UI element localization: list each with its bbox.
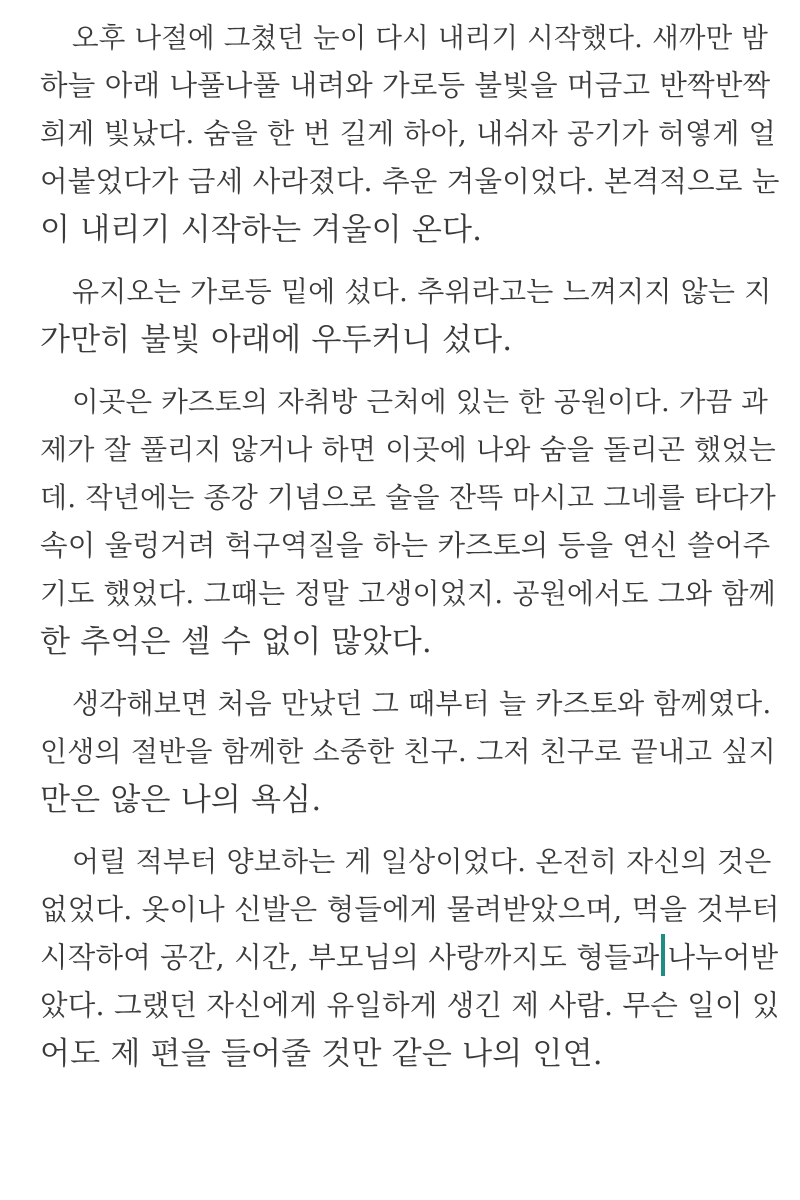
text-line: 생각해보면 처음 만났던 그 때부터 늘 카즈토와 함께였다. [72,687,772,720]
text-line: 제가 잘 풀리지 않거나 하면 이곳에 나와 숨을 돌리곤 했었는 [40,433,776,466]
text-line: 만은 않은 나의 욕심. [40,782,322,818]
text-line: 기도 했었다. 그때는 정말 고생이었지. 공원에서도 그와 함께 [40,577,776,610]
text-line: 한 추억은 셀 수 없이 많았다. [40,624,432,660]
text-line: 없었다. 옷이나 신발은 형들에게 물려받았으며, 먹을 것부터 [40,893,780,926]
paragraph-3 [40,378,776,666]
text-line: 어붙었다가 금세 사라졌다. 추운 겨울이었다. 본격적으로 눈 [40,165,780,198]
paragraph-2 [40,268,770,364]
paragraph-1 [40,14,780,254]
text-after-cursor: 나누어받 [667,941,779,974]
text-line: 이곳은 카즈토의 자취방 근처에 있는 한 공원이다. 가끔 과 [72,386,769,418]
text-line: 속이 울렁거려 헉구역질을 하는 카즈토의 등을 연신 쓸어주 [40,529,771,562]
text-before-cursor: 시작하여 공간, 시간, 부모님의 사랑까지도 형들과 [40,941,660,974]
paragraph-4 [40,680,776,824]
text-cursor [661,934,665,976]
text-line: 았다. 그랬던 자신에게 유일하게 생긴 제 사람. 무슨 일이 있 [40,989,780,1022]
text-line: 어릴 적부터 양보하는 게 일상이었다. 온전히 자신의 것은 [72,845,772,878]
text-line: 데. 작년에는 종강 기념으로 술을 잔뜩 마시고 그네를 타다가 [40,481,776,514]
text-line: 어도 제 편을 들어줄 것만 같은 나의 인연. [40,1036,603,1072]
paragraph-5 [40,838,780,1078]
text-line: 오후 나절에 그쳤던 눈이 다시 내리기 시작했다. 새까만 밤 [72,22,769,54]
text-line-with-cursor[interactable] [40,934,779,982]
text-line: 희게 빛났다. 숨을 한 번 길게 하아, 내쉬자 공기가 허옇게 얼 [40,117,776,150]
text-line: 하늘 아래 나풀나풀 내려와 가로등 불빛을 머금고 반짝반짝 [40,69,771,102]
text-line: 가만히 불빛 아래에 우두커니 섰다. [40,322,513,358]
text-line: 이 내리기 시작하는 겨울이 온다. [40,212,483,248]
text-line: 유지오는 가로등 밑에 섰다. 추위라고는 느껴지지 않는 지 [72,275,772,308]
text-line: 인생의 절반을 함께한 소중한 친구. 그저 친구로 끝내고 싶지 [40,735,776,768]
